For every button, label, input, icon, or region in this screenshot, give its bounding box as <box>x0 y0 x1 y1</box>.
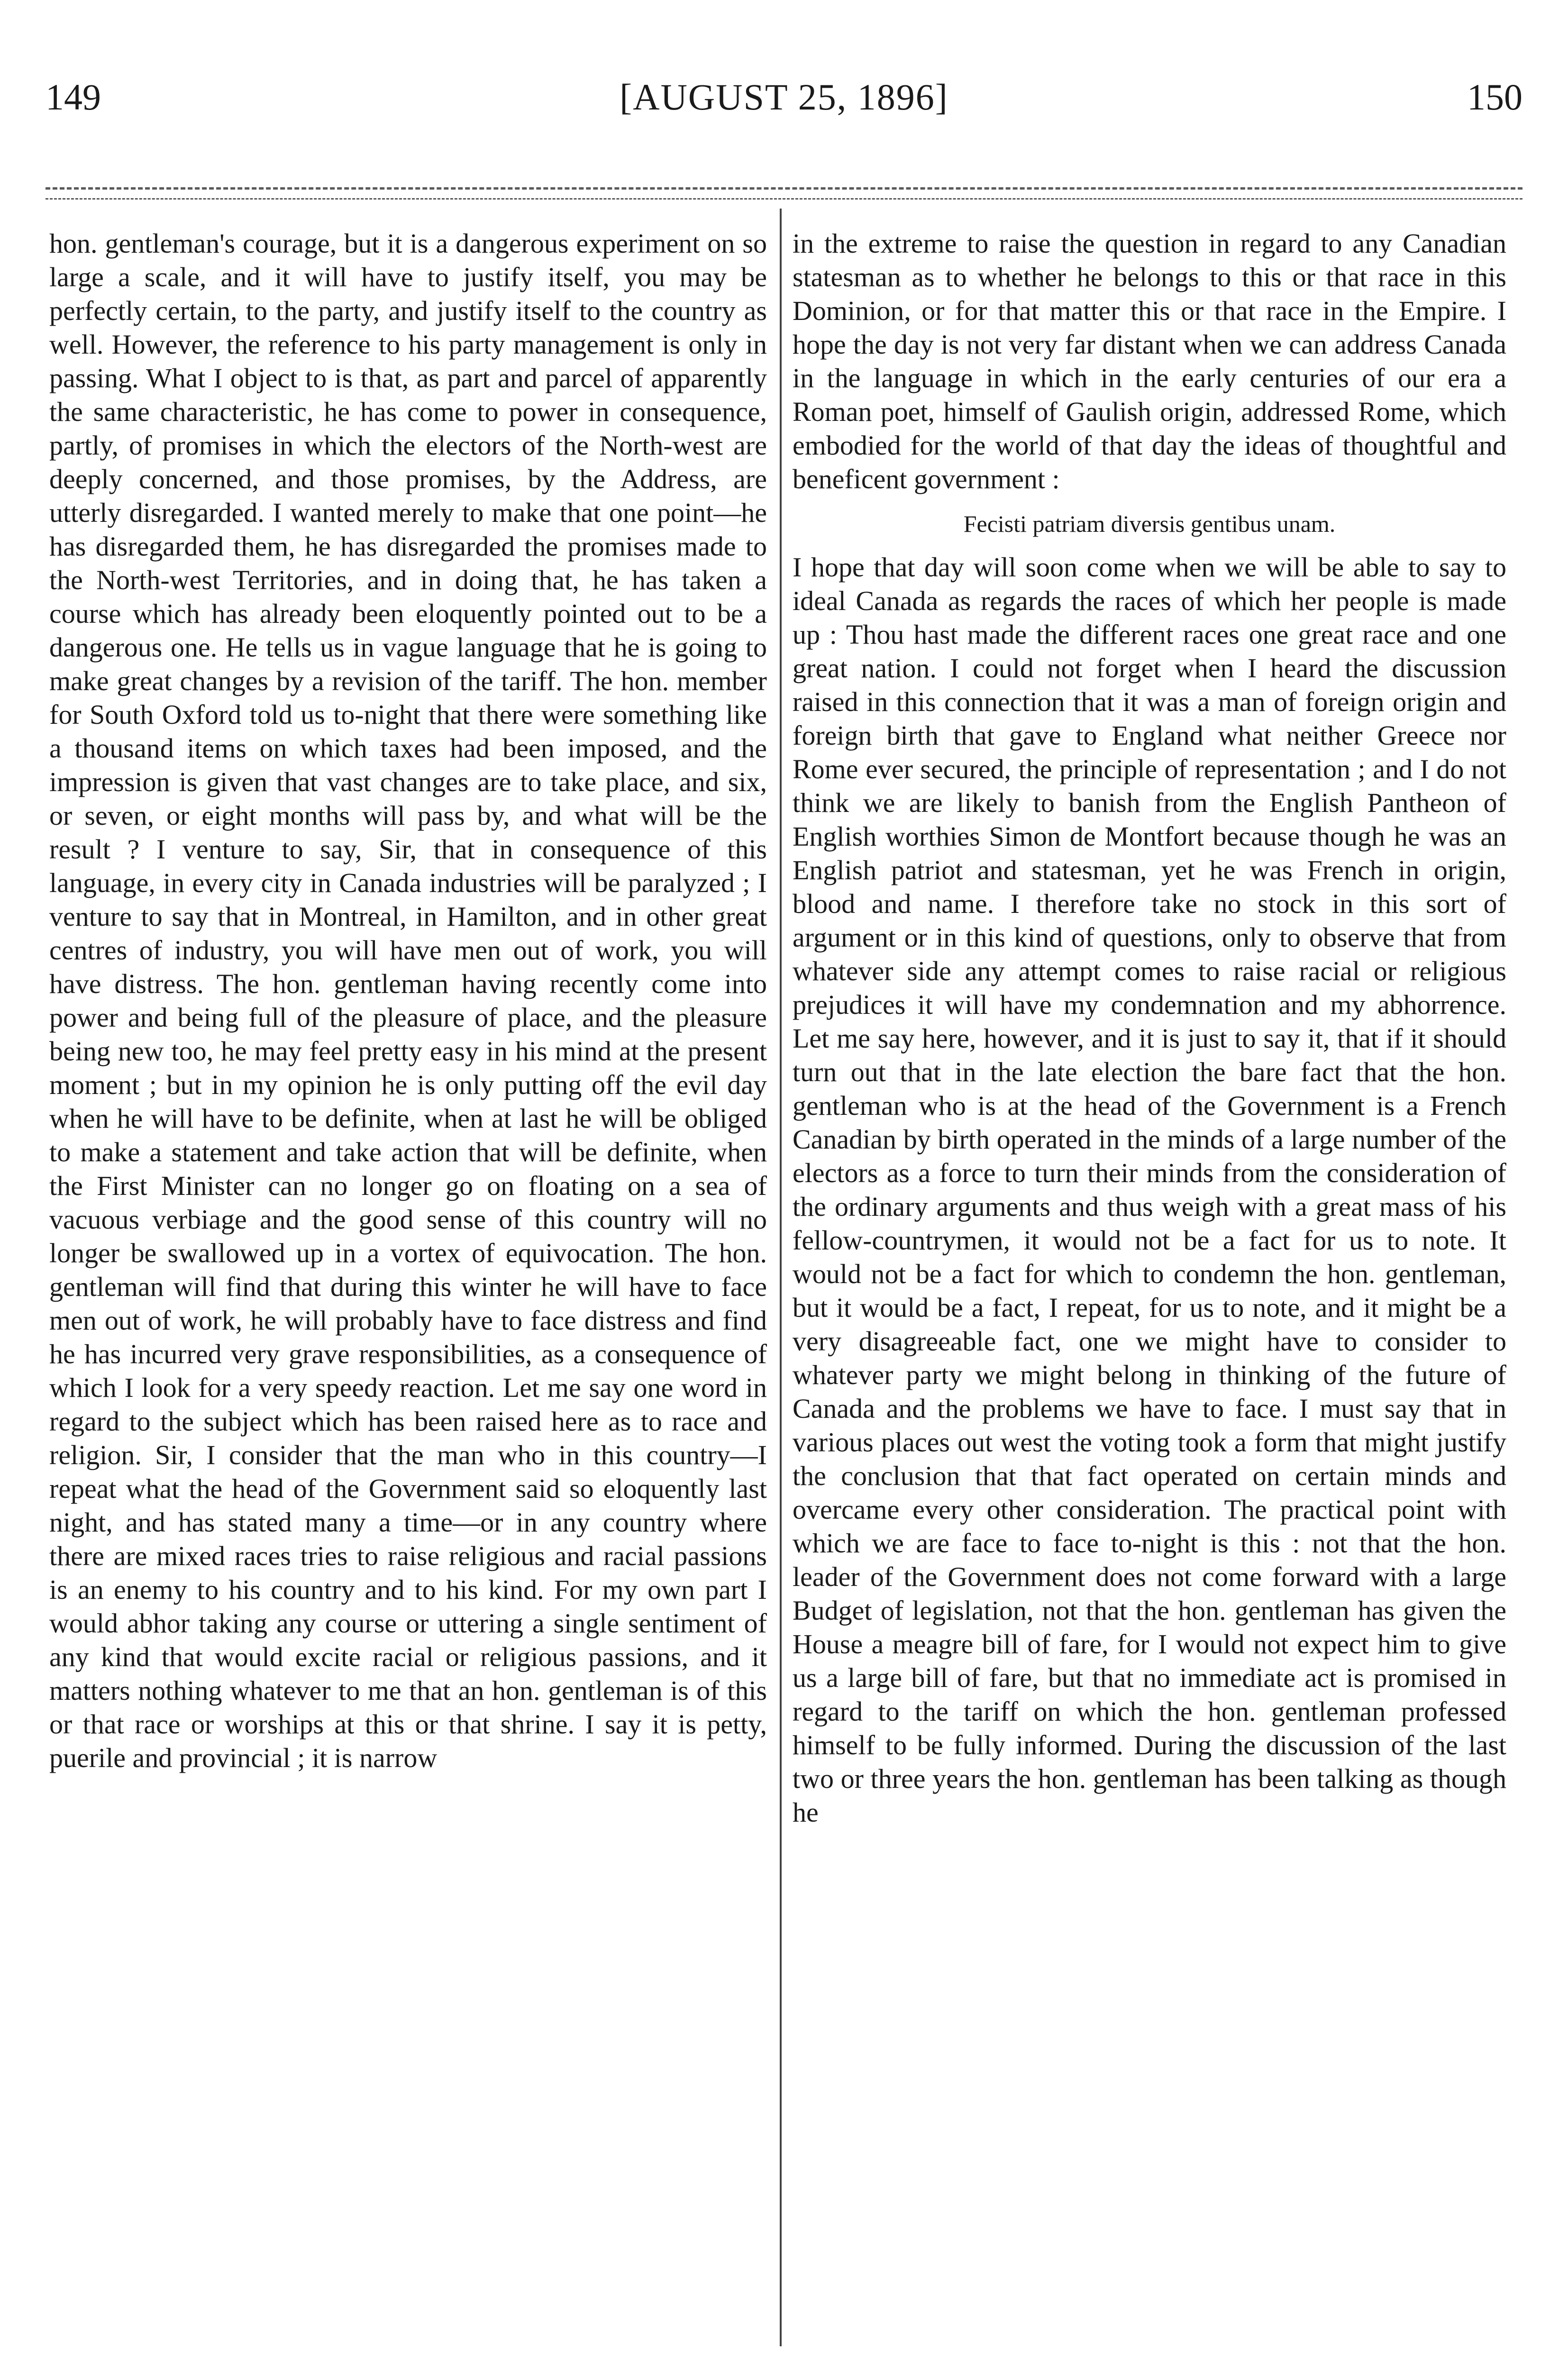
page-number-left: 149 <box>46 76 101 118</box>
right-column <box>793 227 1506 2331</box>
page-header <box>46 71 1522 123</box>
latin-quotation: Fecisti patriam diversis gentibus unam. <box>963 510 1336 537</box>
header-rule <box>46 187 1522 190</box>
header-rule-secondary <box>46 198 1522 200</box>
right-column-paragraph-continued: I hope that day will soon come when we will be able to say to ideal Canada as regards the races of which her people is made up : Thou hast made the different races one great race and one great nation. I could not forget when I heard the discussion raised in this connection that it was a man of foreign origin and foreign birth that gave to England what neither Greece nor Rome ever secured, the principle of representation ; and I do not think we are likely to banish from the English Pantheon of English worthies Simon de Montfort because though he was an English patriot and statesman, yet he was French in origin, blood and name. I therefore take no stock in this sort of argument or in this kind of questions, only to observe that from whatever side any attempt comes to raise racial or religious prejudices it will have my condemnation and my abhorrence. Let me say here, however, and it is just to say it, that if it should turn out that in the late election the bare fact that the hon. gentleman who is at the head of the Government is a French Canadian by birth operated in the minds of a large number of the electors as a force to turn their minds from the consideration of the ordinary arguments and thus weigh with a great mass of his fellow-countrymen, it would not be a fact for us to note. It would not be a fact for which to condemn the hon. gentleman, but it would be a fact, I repeat, for us to note, and it might be a very disagreeable fact, one we might have to consider to whatever party we might belong in thinking of the future of Canada and the problems we have to face. I must say that in various places out west the voting took a form that might justify the conclusion that that fact operated on certain minds and overcame every other consideration. The practical point with which we are face to face to-night is this : not that the hon. leader of the Government does not come forward with a large Budget of legislation, not that the hon. gentleman has given the House a meagre bill of fare, for I would not expect him to give us a large bill of fare, but that no immediate act is promised in regard to the tariff on which the hon. gentleman professed himself to be fully informed. During the discussion of the last two or three years the hon. gentleman has been talking as though he <box>793 552 1506 1828</box>
page-date: [AUGUST 25, 1896] <box>620 76 948 118</box>
right-column-paragraph: in the extreme to raise the question in regard to any Canadian statesman as to whether he belongs to this or that race in this Dominion, or for that matter this or that race in the Empire. I hope the day is not very far distant when we can address Canada in the language in which in the early centuries of our era a Roman poet, himself of Gaulish origin, addressed Rome, which embodied for the world of that day the ideas of thoughtful and beneficent government : <box>793 228 1506 494</box>
left-column-paragraph: hon. gentleman's courage, but it is a dangerous experiment on so large a scale, and it will have to justify itself, you may be perfectly certain, to the party, and justify itself to the country as well. However, the reference to his party management is only in passing. What I object to is that, as part and parcel of apparently the same characteristic, he has come to power in consequence, partly, of promises in which the electors of the North-west are deeply concerned, and those promises, by the Address, are utterly disregarded. I wanted merely to make that one point—he has disregarded them, he has disregarded the promises made to the North-west Territories, and in doing that, he has taken a course which has already been eloquently pointed out to be a dangerous one. He tells us in vague language that he is going to make great changes by a revision of the tariff. The hon. member for South Oxford told us to-night that there were something like a thousand items on which taxes had been imposed, and the impression is given that vast changes are to take place, and six, or seven, or eight months will pass by, and what will be the result ? I venture to say, Sir, that in consequence of this language, in every city in Canada industries will be paralyzed ; I venture to say that in Montreal, in Hamilton, and in other great centres of industry, you will have men out of work, you will have distress. The hon. gentleman having recently come into power and being full of the pleasure of place, and the pleasure being new too, he may feel pretty easy in his mind at the present moment ; but in my opinion he is only putting off the evil day when he will have to be definite, when at last he will be obliged to make a statement and take action that will be definite, when the First Minister can no longer go on floating on a sea of vacuous verbiage and the good sense of this country will no longer be swallowed up in a vortex of equivocation. The hon. gentleman will find that during this winter he will have to face men out of work, he will probably have to face distress and find he has incurred very grave responsibilities, as a consequence of which I look for a very speedy reaction. Let me say one word in regard to the subject which has been raised here as to race and religion. Sir, I consider that the man who in this country—I repeat what the head of the Government said so eloquently last night, and has stated many a time—or in any country where there are mixed races tries to raise religious and racial passions is an enemy to his country and to his kind. For my own part I would abhor taking any course or uttering a single sentiment of any kind that would excite racial or religious passions, and it matters nothing whatever to me that an hon. gentleman is of this or that race or worships at this or that shrine. I say it is petty, puerile and provincial ; it is narrow <box>49 228 767 1773</box>
left-column <box>49 227 767 2331</box>
page-number-right: 150 <box>1467 76 1522 118</box>
column-divider <box>780 209 782 2346</box>
